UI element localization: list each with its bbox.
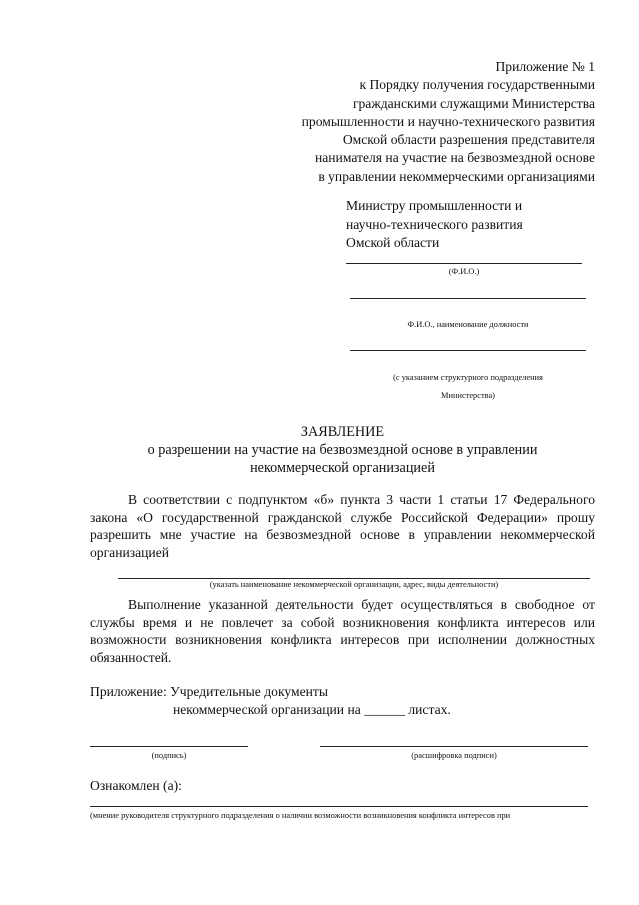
fio-position-caption: Ф.И.О., наименование должности bbox=[407, 320, 529, 329]
attachment-line-continued bbox=[173, 701, 451, 719]
signature-decoding-caption: (расшифровка подписи) bbox=[411, 751, 497, 760]
appendix-header-line: в управлении некоммерческими организациями bbox=[318, 168, 595, 184]
acknowledgement-caption: (мнение руководителя структурного подразделения о наличии возможности возникновения конфликта интересов при bbox=[90, 811, 511, 820]
organization-caption: (указать наименование некоммерческой организации, адрес, виды деятельности) bbox=[209, 580, 499, 589]
appendix-header bbox=[240, 58, 595, 186]
appendix-header-line: к Порядку получения государственными bbox=[359, 77, 595, 93]
recipient-block bbox=[346, 197, 606, 253]
attachment-page-count-blank: ______ bbox=[364, 702, 405, 717]
department-caption-continued: Министерства) bbox=[441, 391, 495, 400]
attachment-suffix: листах. bbox=[408, 702, 451, 717]
acknowledgement-label: Ознакомлен (а): bbox=[90, 778, 182, 793]
appendix-header-line: гражданскими служащими Министерства bbox=[352, 95, 595, 111]
appendix-header-line: нанимателя на участие на безвозмездной основе bbox=[314, 150, 595, 166]
document-title: ЗАЯВЛЕНИЕ bbox=[300, 424, 385, 440]
signature-caption: (подпись) bbox=[151, 751, 187, 760]
attachment-prefix: некоммерческой организации на bbox=[173, 702, 361, 717]
signature-blank-line bbox=[90, 746, 248, 747]
acknowledgement-blank-line bbox=[90, 806, 588, 807]
department-caption: (с указанием структурного подразделения bbox=[393, 373, 543, 382]
conflict-paragraph: Выполнение указанной деятельности будет осуществляться в свободное от службы время и не повлечет за собой возникновения конфликта интересов или возможности возникновения конфликта интересов при исполнении должностных обязанностей. bbox=[90, 597, 595, 665]
fio-blank-line bbox=[346, 263, 582, 264]
department-blank-line bbox=[350, 350, 586, 351]
document-subtitle-continued: некоммерческой организацией bbox=[250, 460, 435, 476]
fio-position-blank-line bbox=[350, 298, 586, 299]
signature-decoding-blank-line bbox=[320, 746, 588, 747]
document-subtitle: о разрешении на участие на безвозмездной основе в управлении bbox=[147, 442, 538, 458]
fio-caption: (Ф.И.О.) bbox=[448, 267, 480, 276]
attachment-line: Приложение: Учредительные документы bbox=[90, 684, 328, 699]
recipient-line: Омской области bbox=[346, 235, 440, 251]
appendix-header-line: Приложение № 1 bbox=[495, 59, 595, 74]
recipient-line: Министру промышленности и bbox=[346, 198, 523, 213]
appendix-header-line: Омской области разрешения представителя bbox=[342, 132, 595, 148]
request-paragraph: В соответствии с подпунктом «б» пункта 3 части 1 статьи 17 Федерального закона «О государственной гражданской службе Российской Федерации» прошу разрешить мне участие на безвозмездной основе в управлении некоммерческой организацией bbox=[90, 492, 595, 560]
recipient-line: научно-технического развития bbox=[346, 216, 523, 232]
appendix-header-line: промышленности и научно-технического развития bbox=[301, 113, 595, 129]
